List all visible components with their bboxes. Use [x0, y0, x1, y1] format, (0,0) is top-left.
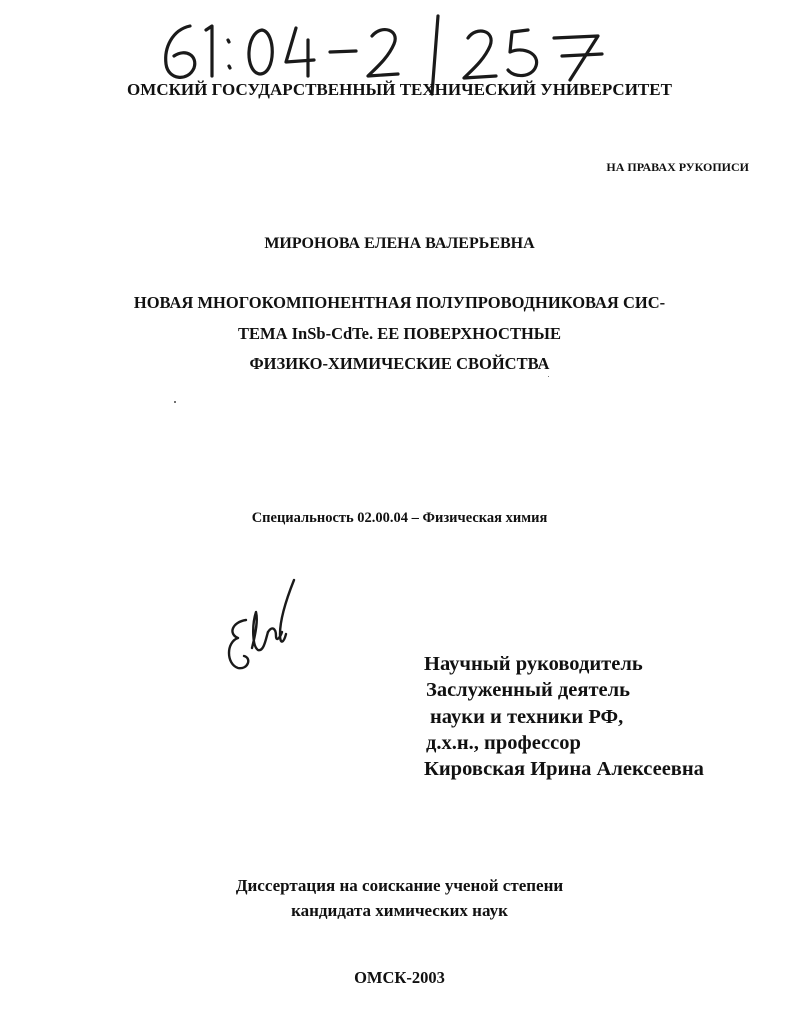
advisor-line-1: Научный руководитель — [424, 653, 643, 675]
manuscript-note: НА ПРАВАХ РУКОПИСИ — [606, 160, 749, 174]
university-name: ОМСКИЙ ГОСУДАРСТВЕННЫЙ ТЕХНИЧЕСКИЙ УНИВЕРСИТЕТ — [127, 80, 672, 99]
advisor-line-2: Заслуженный деятель — [426, 679, 630, 701]
advisor-line-3: науки и техники РФ, — [430, 706, 624, 728]
advisor-line-4: д.х.н., профессор — [426, 732, 581, 754]
author-name: МИРОНОВА ЕЛЕНА ВАЛЕРЬЕВНА — [264, 235, 535, 252]
thesis-title-line-1: НОВАЯ МНОГОКОМПОНЕНТНАЯ ПОЛУПРОВОДНИКОВАЯ СИС- — [133, 293, 666, 312]
advisor-name: Кировская Ирина Алексеевна — [424, 758, 704, 780]
degree-line-2: кандидата химических наук — [291, 901, 508, 920]
thesis-title-line-2: ТЕМА InSb-CdTe. ЕЕ ПОВЕРХНОСТНЫЕ — [238, 324, 561, 343]
scan-speck — [174, 401, 176, 403]
scan-speck — [548, 376, 549, 377]
degree-line-1: Диссертация на соискание ученой степени — [235, 876, 564, 895]
city-year: ОМСК-2003 — [354, 968, 445, 987]
specialty: Специальность 02.00.04 – Физическая химия — [251, 510, 548, 526]
handwritten-signature — [222, 576, 304, 678]
thesis-title-line-3: ФИЗИКО-ХИМИЧЕСКИЕ СВОЙСТВА — [249, 354, 550, 373]
